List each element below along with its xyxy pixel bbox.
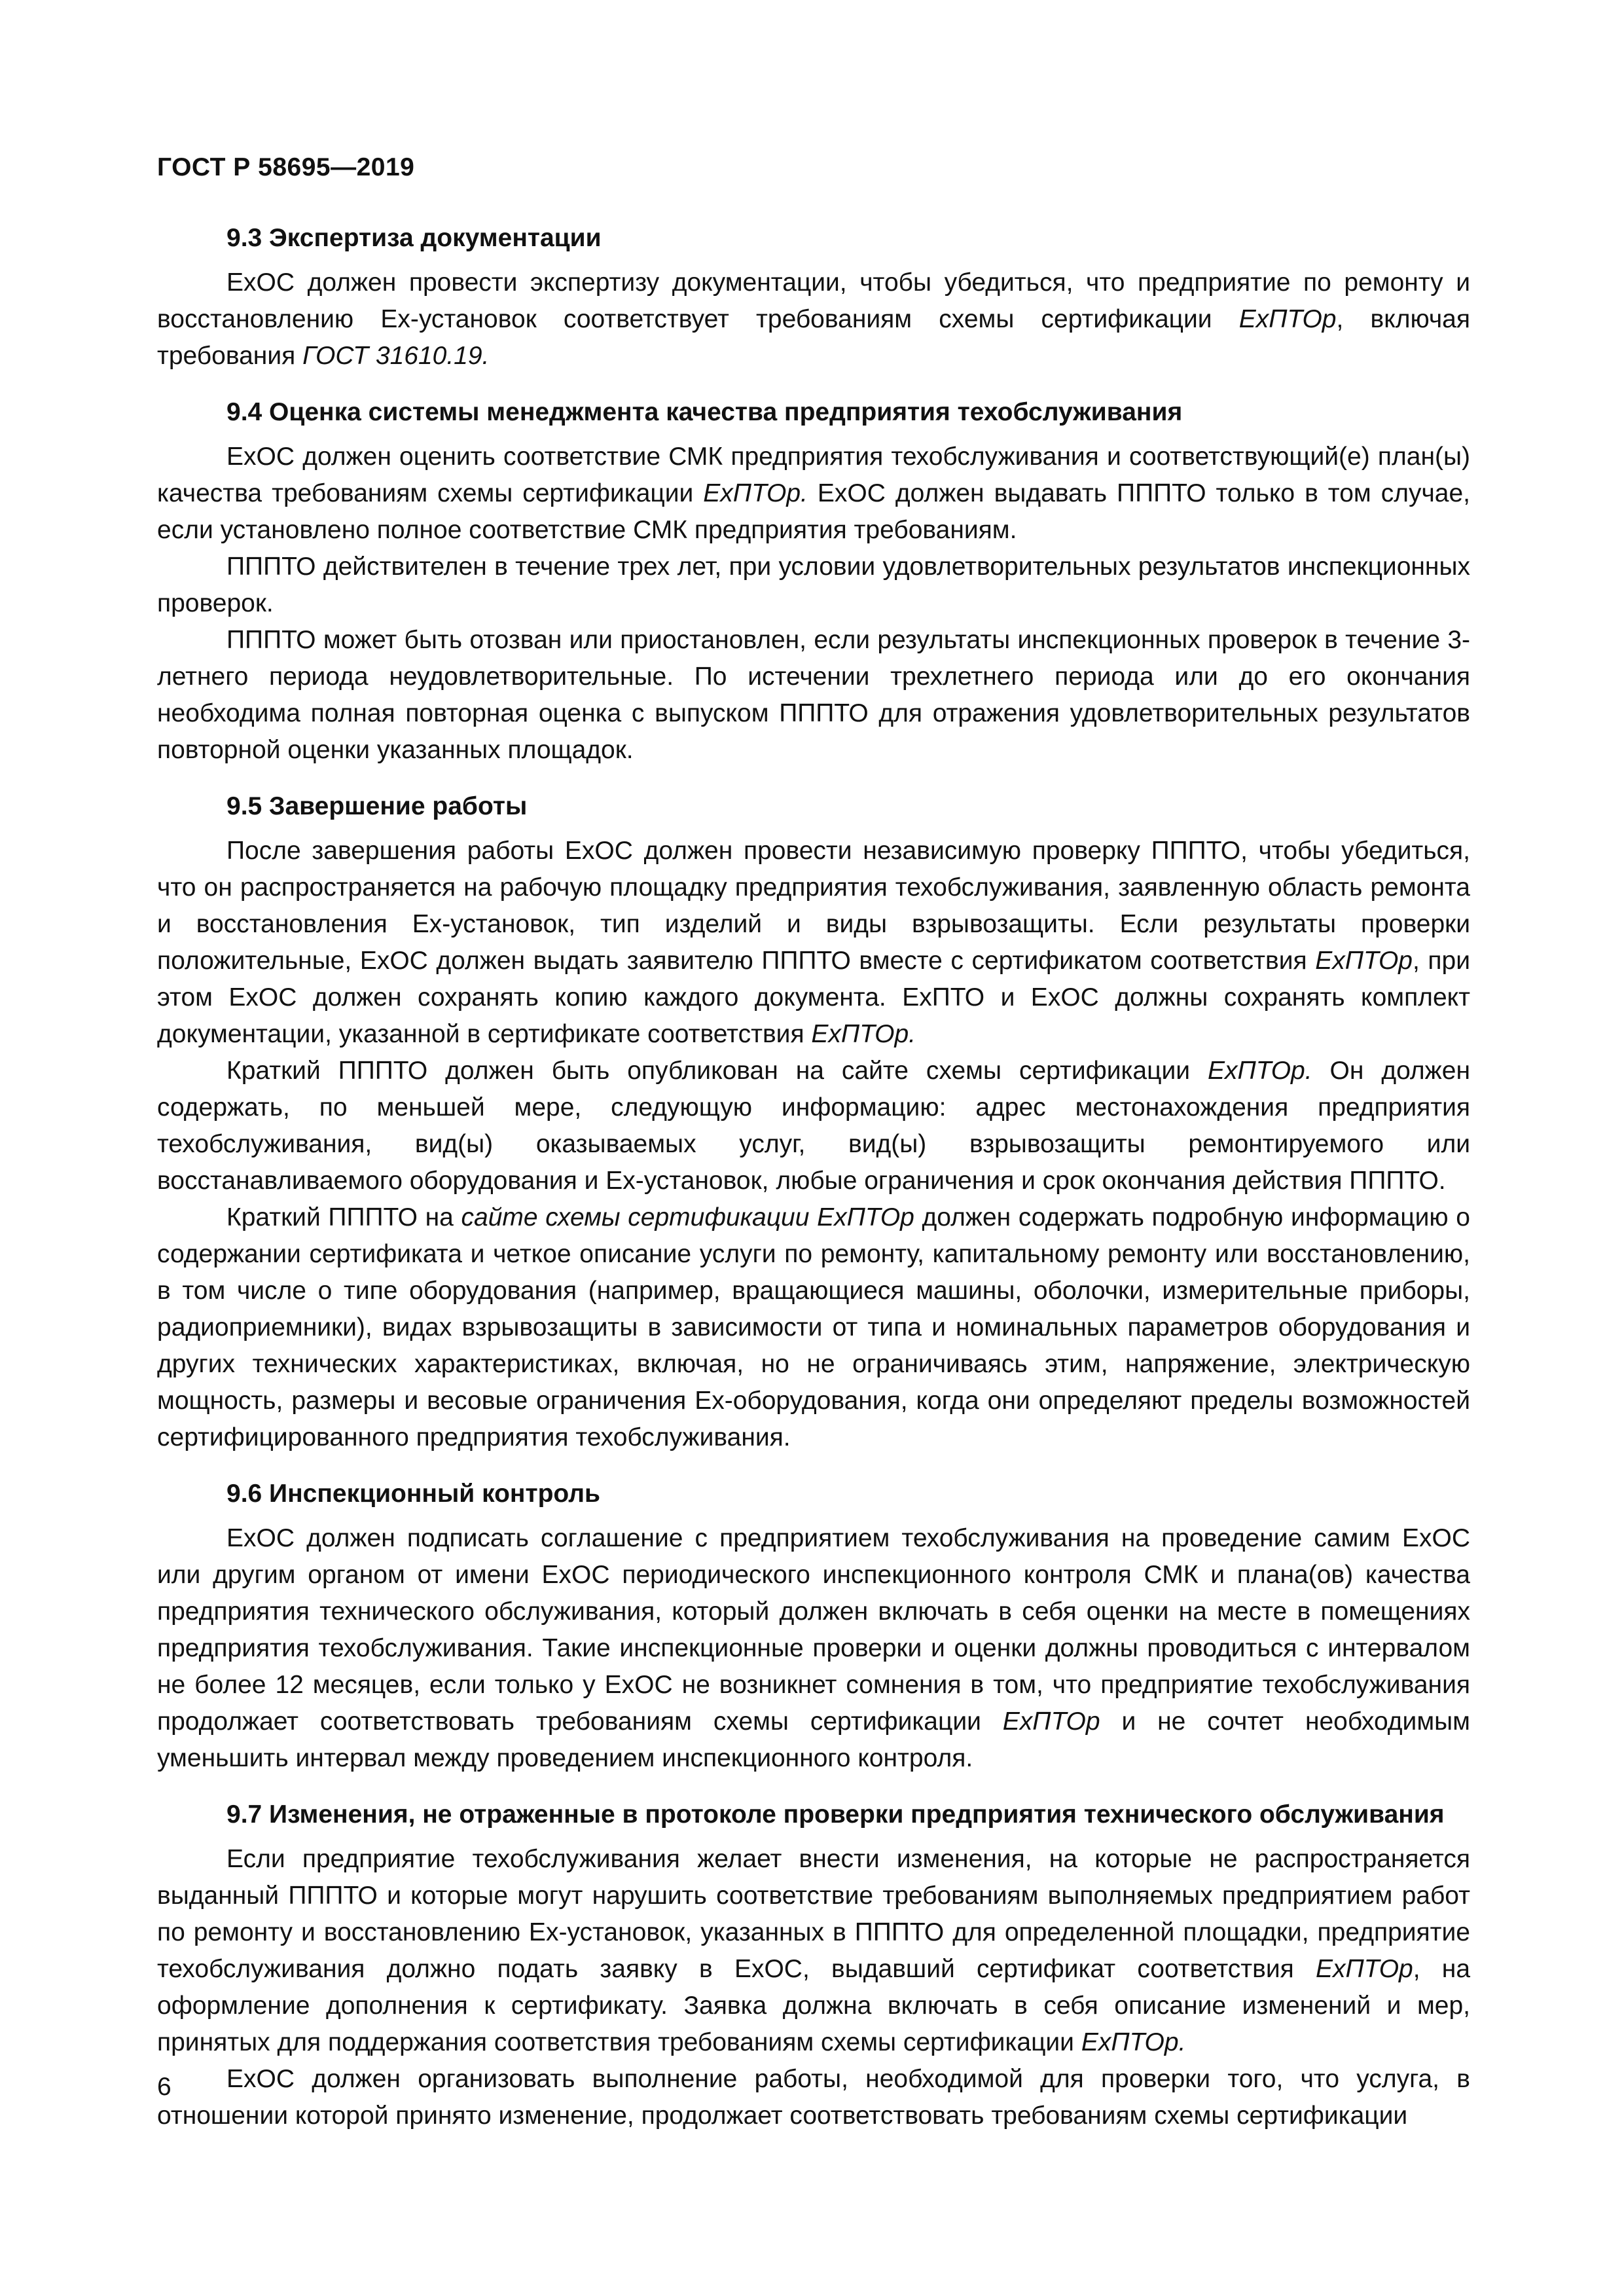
section-heading-9-7: 9.7 Изменения, не отраженные в протоколе проверки предприятия технического обслуживания (226, 1800, 1445, 1829)
section-heading-9-3: 9.3 Экспертиза документации (226, 224, 602, 252)
paragraph: Если предприятие техобслуживания желает внести изменения, на которые не распространяется выданный ПППТО и которые могут нарушить соответствие требованиям выполняемых предприятием работ по ремонту и восстановлению Ex-установок, указанных в ПППТО для определенной площадки, предприятие техобслуживания должно подать заявку в ExОС, выдавший сертификат соответствия ExПТОр, на оформление дополнения к сертификату. Заявка должна включать в себя описание изменений и мер, принятых для поддержания соответствия требованиям схемы сертификации ExПТОр. (157, 1845, 1471, 2056)
paragraph: ПППТО может быть отозван или приостановлен, если результаты инспекционных проверок в течение 3-летнего периода неудовлетворительные. По истечении трехлетнего периода или до его окончания необходима полная повторная оценка с выпуском ПППТО для отражения удовлетворительных результатов повторной оценки указанных площадок. (157, 626, 1470, 764)
page-number: 6 (157, 2073, 171, 2101)
document-code-header: ГОСТ Р 58695—2019 (157, 153, 415, 181)
paragraph: ExОС должен провести экспертизу документации, чтобы убедиться, что предприятие по ремонту и восстановлению Ex-установок соответствует требованиям схемы сертификации ExПТОр, включая требования ГОСТ 31610.19. (157, 268, 1470, 370)
paragraph: ПППТО действителен в течение трех лет, при условии удовлетворительных результатов инспекционных проверок. (157, 553, 1470, 617)
paragraph: ExОС должен оценить соответствие СМК предприятия техобслуживания и соответствующий(е) план(ы) качества требованиям схемы сертификации ExПТОр. ExОС должен выдавать ПППТО только в том случае, если установлено полное соответствие СМК предприятия требованиям. (157, 443, 1470, 544)
paragraph: Краткий ПППТО на сайте схемы сертификации ExПТОр должен содержать подробную информацию о содержании сертификата и четкое описание услуги по ремонту, капитальному ремонту или восстановлению, в том числе о типе оборудования (например, вращающиеся машины, оболочки, измерительные приборы, радиоприемники), видах взрывозащиты в зависимости от типа и номинальных параметров оборудования и других технических характеристиках, включая, но не ограничиваясь этим, напряжение, электрическую мощность, размеры и весовые ограничения Ex-оборудования, когда они определяют пределы возможностей сертифицированного предприятия техобслуживания. (157, 1203, 1470, 1451)
paragraph: Краткий ПППТО должен быть опубликован на сайте схемы сертификации ExПТОр. Он должен содержать, по меньшей мере, следующую информацию: адрес местонахождения предприятия техобслуживания, вид(ы) оказываемых услуг, вид(ы) взрывозащиты ремонтируемого или восстанавливаемого оборудования и Ex-установок, любые ограничения и срок окончания действия ПППТО. (157, 1057, 1470, 1195)
section-heading-9-6: 9.6 Инспекционный контроль (226, 1480, 601, 1508)
document-body (157, 220, 1470, 2134)
paragraph: ExОС должен организовать выполнение работы, необходимой для проверки того, что услуга, в отношении которой принято изменение, продолжает соответствовать требованиям схемы сертификации (157, 2065, 1470, 2130)
paragraph: После завершения работы ExОС должен провести независимую проверку ПППТО, чтобы убедиться, что он распространяется на рабочую площадку предприятия техобслуживания, заявленную область ремонта и восстановления Ex-установок, тип изделий и виды взрывозащиты. Если результаты проверки положительные, ExОС должен выдать заявителю ПППТО вместе с сертификатом соответствия ExПТОр, при этом ExОС должен сохранять копию каждого документа. ExПТО и ExОС должны сохранять комплект документации, указанной в сертификате соответствия ExПТОр. (157, 837, 1471, 1048)
section-heading-9-5: 9.5 Завершение работы (226, 792, 528, 820)
paragraph: ExОС должен подписать соглашение с предприятием техобслуживания на проведение самим ExОС или другим органом от имени ExОС периодического инспекционного контроля СМК и плана(ов) качества предприятия технического обслуживания, который должен включать в себя оценки на месте в помещениях предприятия техобслуживания. Такие инспекционные проверки и оценки должны проводиться с интервалом не более 12 месяцев, если только у ExОС не возникнет сомнения в том, что предприятие техобслуживания продолжает соответствовать требованиям схемы сертификации ExПТОр и не сочтет необходимым уменьшить интервал между проведением инспекционного контроля. (157, 1524, 1470, 1772)
section-heading-9-4: 9.4 Оценка системы менеджмента качества предприятия техобслуживания (226, 398, 1183, 426)
